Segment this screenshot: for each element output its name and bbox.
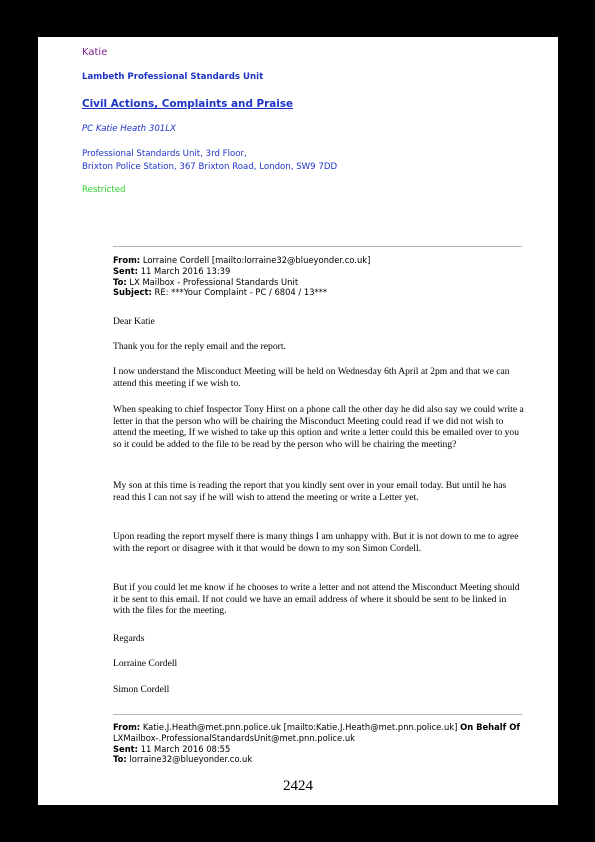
document-page <box>38 37 558 805</box>
email2-header <box>113 722 533 765</box>
email-divider <box>113 246 522 247</box>
email1-sent: 11 March 2016 13:39 <box>140 265 231 276</box>
subject-label: Subject: <box>113 287 152 298</box>
sent-label: Sent: <box>113 265 139 276</box>
email1-paragraph: My son at this time is reading the report that you kindly sent over in your email today. But until he has read this I can not say if he will wish to attend the meeting or write a Letter yet. <box>113 480 507 503</box>
email1-paragraph: When speaking to chief Inspector Tony Hirst on a phone call the other day he did also say we could write a letter in that the person who will be chairing the Misconduct Meeting could read if we did not wish to attend the meeting, If we wished to take up this option and write a letter could this be emailed over to you so it could be added to the file to be read by the person who will be chairing the meeting? <box>113 404 524 450</box>
email1-from-row <box>113 255 533 266</box>
email2-from-row <box>113 722 533 744</box>
email1-subject: RE: ***Your Complaint - PC / 6804 / 13*** <box>154 287 328 298</box>
email1-paragraph: Regards <box>113 633 145 644</box>
signature-link[interactable]: Civil Actions, Complaints and Praise <box>82 98 294 110</box>
to-label: To: <box>113 276 127 287</box>
email2-sent-row <box>113 744 533 755</box>
email2-from: Katie.J.Heath@met.pnn.police.uk [mailto:Katie.J.Heath@met.pnn.police.uk] <box>142 722 458 732</box>
signature-officer: PC Katie Heath 301LX <box>82 124 176 134</box>
signature-address-line1: Professional Standards Unit, 3rd Floor, <box>82 149 247 159</box>
email1-paragraph: Simon Cordell <box>113 684 170 695</box>
email1-sent-row <box>113 266 533 277</box>
from-label: From: <box>113 722 141 732</box>
email2-behalf: LXMailbox-.ProfessionalStandardsUnit@met.pnn.police.uk <box>113 732 355 743</box>
email2-to: lorraine32@blueyonder.co.uk <box>129 754 253 765</box>
email1-paragraph: Thank you for the reply email and the report. <box>113 341 286 352</box>
email1-from: Lorraine Cordell [mailto:lorraine32@blueyonder.co.uk] <box>142 255 371 265</box>
email1-paragraph: But if you could let me know if he chooses to write a letter and not attend the Misconduct Meeting should it be sent to this email. If not could we have an email address of where it should be sent to be linked in with the files for the meeting. <box>113 582 520 617</box>
signature-address-line2: Brixton Police Station, 367 Brixton Road, London, SW9 7DD <box>82 162 338 172</box>
email1-header <box>113 255 533 298</box>
to-label: To: <box>113 754 127 765</box>
signature-name: Katie <box>82 47 108 58</box>
email-divider <box>113 714 522 715</box>
email1-paragraph: Lorraine Cordell <box>113 658 178 669</box>
email1-subject-row <box>113 287 533 298</box>
email2-sent: 11 March 2016 08:55 <box>140 743 231 754</box>
email2-to-row <box>113 754 533 765</box>
page-number: 2424 <box>283 778 313 794</box>
sent-label: Sent: <box>113 743 139 754</box>
email1-to: LX Mailbox - Professional Standards Unit <box>129 276 299 287</box>
email1-paragraph: Upon reading the report myself there is many things I am unhappy with. But it is not down to me to agree with the report or disagree with it that would be down to my son Simon Cordell. <box>113 531 519 554</box>
signature-unit: Lambeth Professional Standards Unit <box>82 72 264 82</box>
email1-to-row <box>113 277 533 288</box>
email1-paragraph: I now understand the Misconduct Meeting will be held on Wednesday 6th April at 2pm and that we can attend this meeting if we wish to. <box>113 366 510 389</box>
classification-label: Restricted <box>82 185 126 195</box>
email1-paragraph: Dear Katie <box>113 316 155 327</box>
behalf-label: On Behalf Of <box>460 722 520 732</box>
from-label: From: <box>113 255 141 265</box>
